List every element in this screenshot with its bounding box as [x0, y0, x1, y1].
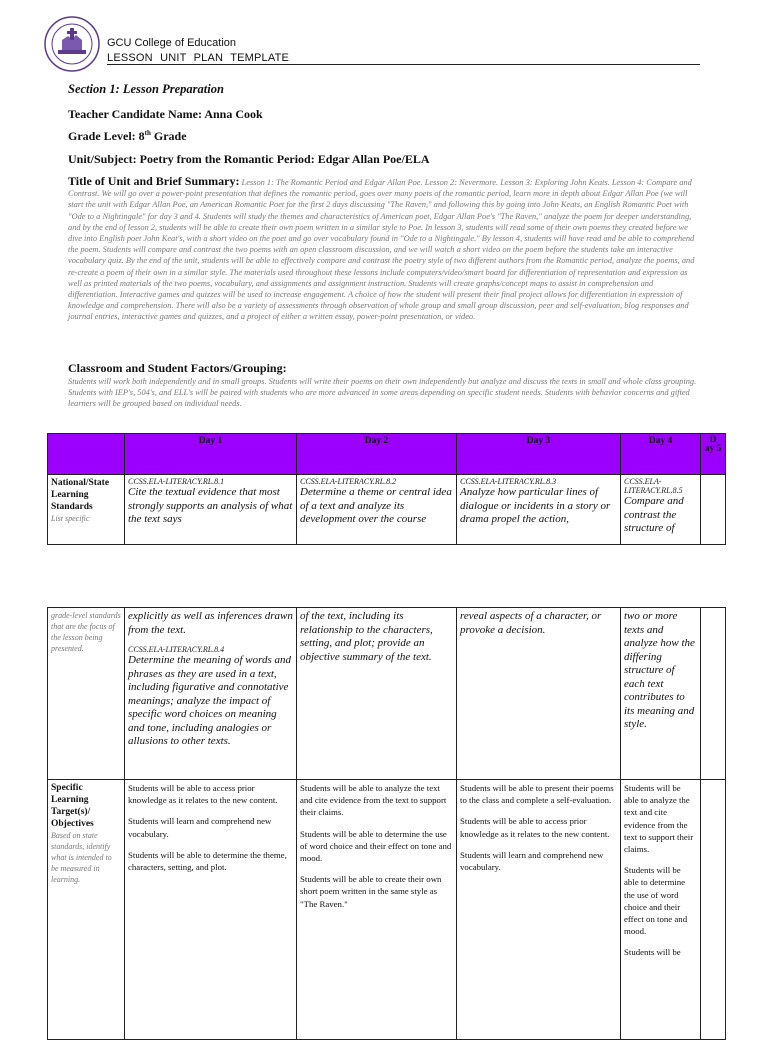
day4-code: CCSS.ELA-LITERACY.RL.8.5 — [624, 477, 683, 495]
unit-summary — [68, 176, 700, 323]
objectives-hint: Based on state standards, identify what is intended to be measured in learning. — [51, 831, 112, 884]
day4-objective: Students will be able to analyze the text and cite evidence from the text to support their claims. — [624, 783, 694, 855]
day1-objective: Students will be able to access prior knowledge as it relates to the new content. — [128, 783, 278, 806]
day2-header: Day 2 — [297, 434, 457, 475]
day3-standard: Analyze how particular lines of dialogue or incidents in a story or drama propel the action, — [460, 486, 611, 525]
grade-sup: th — [144, 129, 151, 137]
day2-standard-cont: of the text, including its relationship to the characters, setting, and plot; provide an objective summary of the text. — [300, 610, 433, 663]
template-title: LESSON UNIT PLAN TEMPLATE — [107, 52, 290, 64]
college-name: GCU College of Education — [107, 37, 237, 49]
day3-standard-cell — [457, 475, 621, 545]
day1-standard2: Determine the meaning of words and phrases as they are used in a text, including figurative and connotative meanings; analyze the impact of specific word choices on meaning and tone, including analogies or allusions to other texts. — [128, 654, 292, 747]
day4-standard-cont-cell — [621, 608, 701, 780]
day3-header: Day 3 — [457, 434, 621, 475]
day1-standard-cont-cell — [125, 608, 297, 780]
day5-header: D ay 5 — [701, 434, 726, 475]
factors-text: Students will work both independently and in small groups. Students will write their poems on their own independently but analyze and discuss the texts in small and whole class grouping. Students with IEP's, 504's, and ELL's will be paired with students who are more advanced in some areas depending on specific student needs. Students with behavior concerns and gifted learners will be grouped based on individual needs. — [68, 377, 697, 409]
teacher-name: Teacher Candidate Name: Anna Cook — [68, 107, 263, 121]
day2-objective: Students will be able to analyze the text and cite evidence from the text to support their claims. — [300, 783, 447, 818]
standards-hint-bottom: grade-level standards that are the focus of the lesson being presented. — [51, 611, 121, 653]
day4-standard-cont: two or more texts and analyze how the differing structure of each text contributes to its meaning and style. — [624, 610, 695, 730]
section-heading: Section 1: Lesson Preparation — [68, 82, 224, 96]
day3-objectives-cell — [457, 780, 621, 1040]
day1-header: Day 1 — [125, 434, 297, 475]
day1-objective: Students will be able to determine the theme, characters, setting, and plot. — [128, 849, 287, 873]
day3-objective: Students will be able to present their poems to the class and complete a self-evaluation. — [460, 783, 614, 806]
day5-standard-cont-cell — [701, 608, 726, 780]
day4-standard: Compare and contrast the structure of — [624, 495, 684, 534]
day3-standard-cont-cell — [457, 608, 621, 780]
blank-header — [48, 434, 125, 475]
day4-objective: Students will be — [624, 947, 681, 958]
day2-objective: Students will be able to determine the use of word choice and their effect on tone and mood. — [300, 828, 452, 864]
grade-tail: Grade — [150, 129, 187, 143]
day4-objectives-cell — [621, 780, 701, 1040]
standards-hint-top: List specific — [51, 514, 90, 523]
day2-standard-cont-cell — [297, 608, 457, 780]
day1-standard-cell — [125, 475, 297, 545]
day4-objective: Students will be able to determine the use of word choice and their effect on tone and mood. — [624, 865, 688, 937]
day1-objective: Students will learn and comprehend new vocabulary. — [128, 816, 272, 839]
summary-label: Title of Unit and Brief Summary: — [68, 174, 240, 188]
header-rule — [107, 64, 700, 65]
day3-objective: Students will be able to access prior knowledge as it relates to the new content. — [460, 816, 610, 839]
day1-standard: Cite the textual evidence that most strongly supports an analysis of what the text says — [128, 486, 293, 525]
standards-cont-head-cell — [48, 608, 125, 780]
day2-objectives-cell — [297, 780, 457, 1040]
summary-text: Lesson 1: The Romantic Period and Edgar Allan Poe. Lesson 2: Nevermore. Lesson 3: Exploring John Keats. Lesson 4: Compare and Contrast. We will go over a power-point presentation that defines the romantic period, goes over many poets of the romantic period, learn more in depth about Edgar Allan Poe (we will start the unit with Edgar Allan Poe, an American Romantic Poet for the first 2 days discussing "The Raven," and following this by going into John Keats, an English Romantic Poet with "Ode to a Nightingale" for day 3 and 4. Students will study the themes and characteristics of American poet, Edgar Allan Poe's "The Raven," analyze the poem for deeper understanding, and by the end of lesson 2, students will be able to create their own poem written in a similar style to Poe. In lesson 3, students will read some of their own poems they created before we dive into English poet John Keat's, with a short video on the poet and go over vocabulary found in "Ode to a Nightingale." By lesson 4, students will have read and be able to comprehend the poem. Students will compare and contrast the two poems with an open classroom discussion, and we will watch a short video on the poem before the students take an interactive vocabulary quiz. By the end of the unit, students will be able to effectively compare and contrast the poetry style of two different authors from the Romantic period, analyze the poems, and re-create a poem of their own in a similar style. The materials used throughout these lessons include computers/video/smart board for differentiation of representation and expression as well as printed materials of the two poems, vocabulary, and assignments and assignment instruction. Students will create graphs/concept maps to assist in comprehension and differentiation. Interactive games and quizzes will be used to increase engagement. A choice of how the student will present their final project allows for differentiation in expression of knowledge and comprehension. There will also be a variety of assessments through observation of whole group and small group discussion, peer and self-evaluation, blog responses and journal entries, interactive games and quizzes, and a project of either a written essay, power-point presentation, or video. — [68, 178, 695, 322]
day5-objectives-cell — [701, 780, 726, 1040]
plan-table-top — [47, 433, 726, 545]
unit-subject: Unit/Subject: Poetry from the Romantic Period: Edgar Allan Poe/ELA — [68, 152, 430, 166]
day5-standard-cell — [701, 475, 726, 545]
grade-label: Grade Level: 8 — [68, 129, 145, 143]
day1-objectives-cell — [125, 780, 297, 1040]
day3-objective: Students will learn and comprehend new vocabulary. — [460, 849, 604, 873]
standards-head-cell — [48, 475, 125, 545]
day2-standard-cell — [297, 475, 457, 545]
day1-code: CCSS.ELA-LITERACY.RL.8.1 — [128, 477, 225, 486]
university-seal-logo — [44, 16, 100, 72]
day1-standard-cont: explicitly as well as inferences drawn from the text. — [128, 610, 293, 636]
factors-title: Classroom and Student Factors/Grouping: — [68, 361, 287, 375]
day3-standard-cont: reveal aspects of a character, or provoke a decision. — [460, 610, 602, 636]
objectives-head-cell — [48, 780, 125, 1040]
grade-level — [68, 129, 187, 144]
day2-standard: Determine a theme or central idea of a text and analyze its development over the course — [300, 486, 452, 525]
day2-code: CCSS.ELA-LITERACY.RL.8.2 — [300, 477, 397, 486]
standards-head: National/State Learning Standards — [51, 478, 110, 512]
day3-code: CCSS.ELA-LITERACY.RL.8.3 — [460, 477, 557, 486]
objectives-head: Specific Learning Target(s)/ Objectives — [51, 783, 94, 829]
day4-standard-cell — [621, 475, 701, 545]
day4-header: Day 4 — [621, 434, 701, 475]
day1-code2: CCSS.ELA-LITERACY.RL.8.4 — [128, 645, 225, 654]
plan-table-bottom — [47, 607, 726, 1040]
day2-objective: Students will be able to create their own short poem written in the same style as "The Raven." — [300, 874, 442, 909]
